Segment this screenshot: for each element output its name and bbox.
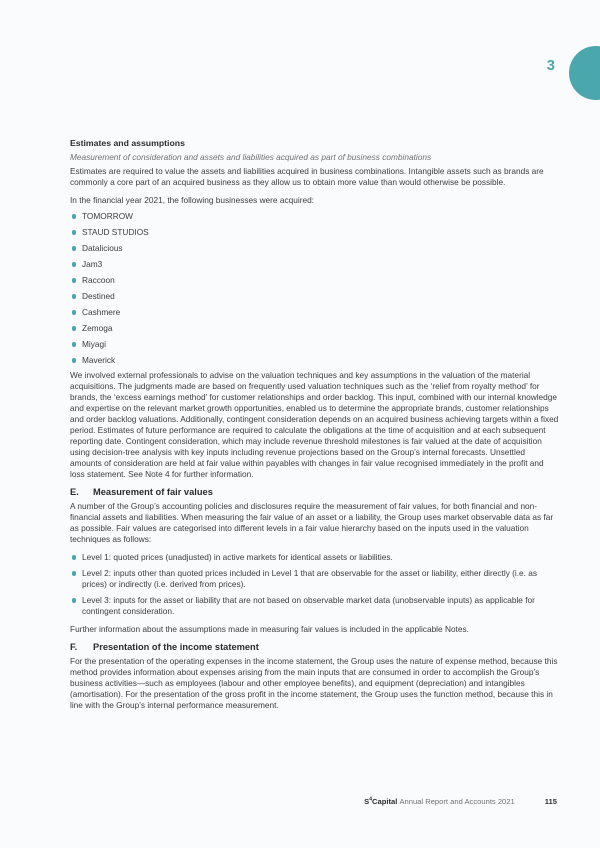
acquired-businesses-list [70, 211, 559, 366]
bullet-icon [72, 571, 76, 575]
para-fair-values: A number of the Group’s accounting policies and disclosures require the measurement of fair values, for both financial and non-financial assets and liabilities. When measuring the fair value of an asset or a liability, the Group uses market observable data as far as possible. Fair values are categorised into different levels in a fair value hierarchy based on the inputs used in the valuation techniques as follows: [70, 501, 554, 544]
section-e-heading [70, 487, 559, 498]
para-financial-year-intro: In the financial year 2021, the following businesses were acquired: [70, 195, 314, 205]
para-estimates: Estimates are required to value the assets and liabilities acquired in business combinations. Intangible assets such as brands are commonly a core part of an acquired business as they allow us to obtain more value than would otherwise be possible. [70, 166, 544, 187]
business-name: STAUD STUDIOS [82, 227, 149, 237]
business-name: TOMORROW [82, 211, 134, 221]
bullet-icon [72, 358, 76, 362]
level-text: Level 1: quoted prices (unadjusted) in active markets for identical assets or liabilities. [82, 552, 393, 562]
heading-estimates-assumptions: Estimates and assumptions [70, 138, 185, 148]
bullet-icon [72, 278, 76, 282]
business-name: Jam3 [82, 259, 103, 269]
para-further-information: Further information about the assumptions made in measuring fair values is included in the applicable Notes. [70, 624, 469, 634]
list-item-business [70, 243, 559, 254]
bullet-icon [72, 310, 76, 314]
bullet-icon [72, 230, 76, 234]
list-item-business [70, 291, 559, 302]
bullet-icon [72, 294, 76, 298]
section-f-title: Presentation of the income statement [93, 642, 259, 652]
page-footer [364, 797, 557, 806]
business-name: Raccoon [82, 275, 115, 285]
page-content [70, 138, 559, 718]
list-item-level [70, 552, 559, 563]
list-item-business [70, 259, 559, 270]
bullet-icon [72, 262, 76, 266]
bullet-icon [72, 555, 76, 559]
section-e-title: Measurement of fair values [93, 487, 213, 497]
fair-value-levels-list [70, 552, 559, 617]
section-e-letter: E. [70, 487, 79, 497]
bullet-icon [72, 598, 76, 602]
business-name: Datalicious [82, 243, 123, 253]
business-name: Maverick [82, 355, 116, 365]
subheading-measurement: Measurement of consideration and assets and liabilities acquired as part of business combinations [70, 152, 432, 162]
bullet-icon [72, 246, 76, 250]
para-valuation-techniques: We involved external professionals to advise on the valuation techniques and key assumptions in the valuation of the material acquisitions. The judgments made are based on frequently used valuation techniques such as the ‘relief from royalty method’ for brands, the ‘excess earnings method’ for customer relationships and order backlog. This input, combined with our internal knowledge and expertise on the relevant market growth opportunities, enabled us to determine the appropriate brands, customer relationships and order backlog valuations. Additionally, contingent consideration depends on an acquired business achieving targets within a fixed period. Estimates of future performance are required to calculate the obligations at the time of acquisition and at each subsequent reporting date. Contingent consideration, which may include revenue threshold milestones is fair valued at the date of acquisition using decision-tree analysis with key inputs including revenue projections based on the Group’s internal forecasts. Unsettled amounts of consideration are held at fair value within payables with changes in fair value recognised immediately in the profit and loss statement. See Note 4 for further information. [70, 370, 559, 479]
business-name: Zemoga [82, 323, 113, 333]
business-name: Cashmere [82, 307, 121, 317]
bullet-icon [72, 342, 76, 346]
section-f-letter: F. [70, 642, 78, 652]
business-name: Miyagi [82, 339, 106, 349]
section-f-heading [70, 642, 559, 653]
footer-page-number: 115 [544, 797, 557, 806]
list-item-business [70, 323, 559, 334]
list-item-business [70, 355, 559, 366]
list-item-level [70, 568, 559, 590]
list-item-business [70, 211, 559, 222]
level-text: Level 2: inputs other than quoted prices included in Level 1 that are observable for the asset or liability, either directly (i.e. as prices) or indirectly (i.e. derived from prices). [82, 568, 538, 589]
level-text: Level 3: inputs for the asset or liability that are not based on observable market data (unobservable inputs) as applicable for contingent consideration. [82, 595, 535, 616]
section-number: 3 [546, 57, 556, 74]
business-name: Destined [82, 291, 115, 301]
para-income-statement: For the presentation of the operating expenses in the income statement, the Group uses the nature of expense method, because this method provides information about expenses arising from the main inputs that are consumed in order to accomplish the Group’s business activities—such as employees (labour and other employee benefits), and equipment (depreciation) and intangibles (amortisation). For the presentation of the gross profit in the income statement, the Group uses the function method, because this in line with the Group’s internal performance measurement. [70, 656, 558, 710]
list-item-business [70, 227, 559, 238]
list-item-level [70, 595, 559, 617]
list-item-business [70, 307, 559, 318]
bullet-icon [72, 214, 76, 218]
section-tab-circle [569, 46, 600, 100]
bullet-icon [72, 326, 76, 330]
list-item-business [70, 339, 559, 350]
footer-brand: $S^4Capital$ Annual Report and Accounts 2021 [364, 796, 515, 806]
footer-report-title: Annual Report and Accounts 2021 [399, 797, 515, 806]
list-item-business [70, 275, 559, 286]
